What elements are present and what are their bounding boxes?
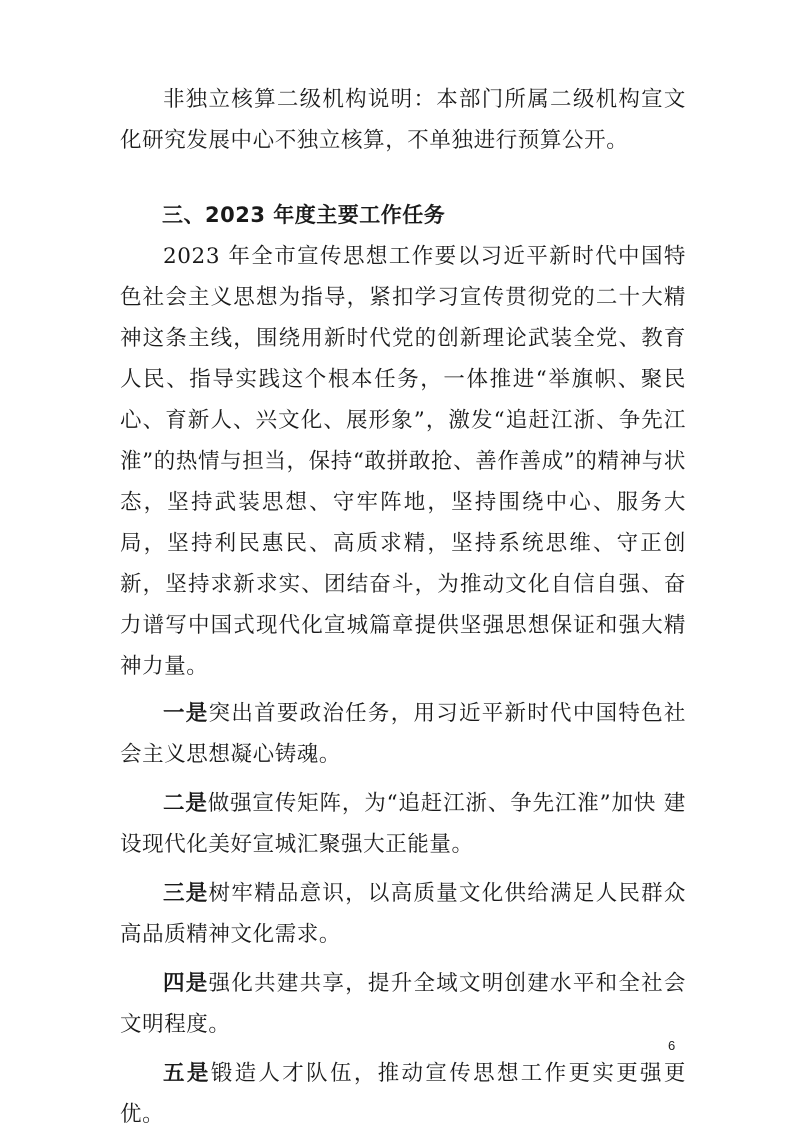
task-item-1 — [120, 693, 686, 775]
task-lead-4: 四是 — [163, 971, 209, 996]
task-lead-2: 二是 — [163, 791, 208, 816]
task-text-4: 强化共建共享，提升全域文明创建水平和全社会文明程度。 — [120, 971, 687, 1037]
document-body — [120, 79, 686, 1135]
task-item-4 — [120, 963, 686, 1045]
task-item-3 — [120, 873, 686, 955]
task-text-5: 锻造人才队伍，推动宣传思想工作更实更强更优。 — [120, 1061, 686, 1127]
section-spacer — [120, 161, 686, 195]
task-lead-3: 三是 — [163, 881, 209, 906]
page-number: 6 — [668, 1038, 676, 1053]
task-item-5 — [120, 1053, 686, 1135]
intro-paragraph: 非独立核算二级机构说明：本部门所属二级机构宣文化研究发展中心不独立核算，不单独进行预算公开。 — [120, 87, 686, 153]
task-text-2: 做强宣传矩阵，为“追赶江浙、争先江淮”加快 建设现代化美好宣城汇聚强大正能量。 — [120, 791, 686, 857]
task-item-2 — [120, 783, 686, 865]
task-lead-1: 一是 — [163, 701, 209, 726]
task-text-3: 树牢精品意识，以高质量文化供给满足人民群众高品质精神文化需求。 — [120, 881, 687, 947]
task-text-1: 突出首要政治任务，用习近平新时代中国特色社会主义思想凝心铸魂。 — [120, 701, 687, 767]
task-lead-5: 五是 — [163, 1061, 211, 1086]
section-heading: 三、2023 年度主要工作任务 — [162, 203, 446, 227]
main-paragraph: 2023 年全市宣传思想工作要以习近平新时代中国特色社会主义思想为指导，紧扣学习宣传贯彻党的二十大精神这条主线，围绕用新时代党的创新理论武装全党、教育人民、指导实践这个根本任务，一体推进“举旗帜、聚民心、育新人、兴文化、展形象”，激发“追赶江浙、争先江淮”的热情与担当，保持“敢拼敢抢、善作善成”的精神与状态，坚持武装思想、守牢阵地，坚持围绕中心、服务大局，坚持利民惠民、高质求精，坚持系统思维、守正创新，坚持求新求实、团结奋斗，为推动文化自信自强、奋力谱写中国式现代化宣城篇章提供坚强思想保证和强大精神力量。 — [120, 244, 686, 679]
